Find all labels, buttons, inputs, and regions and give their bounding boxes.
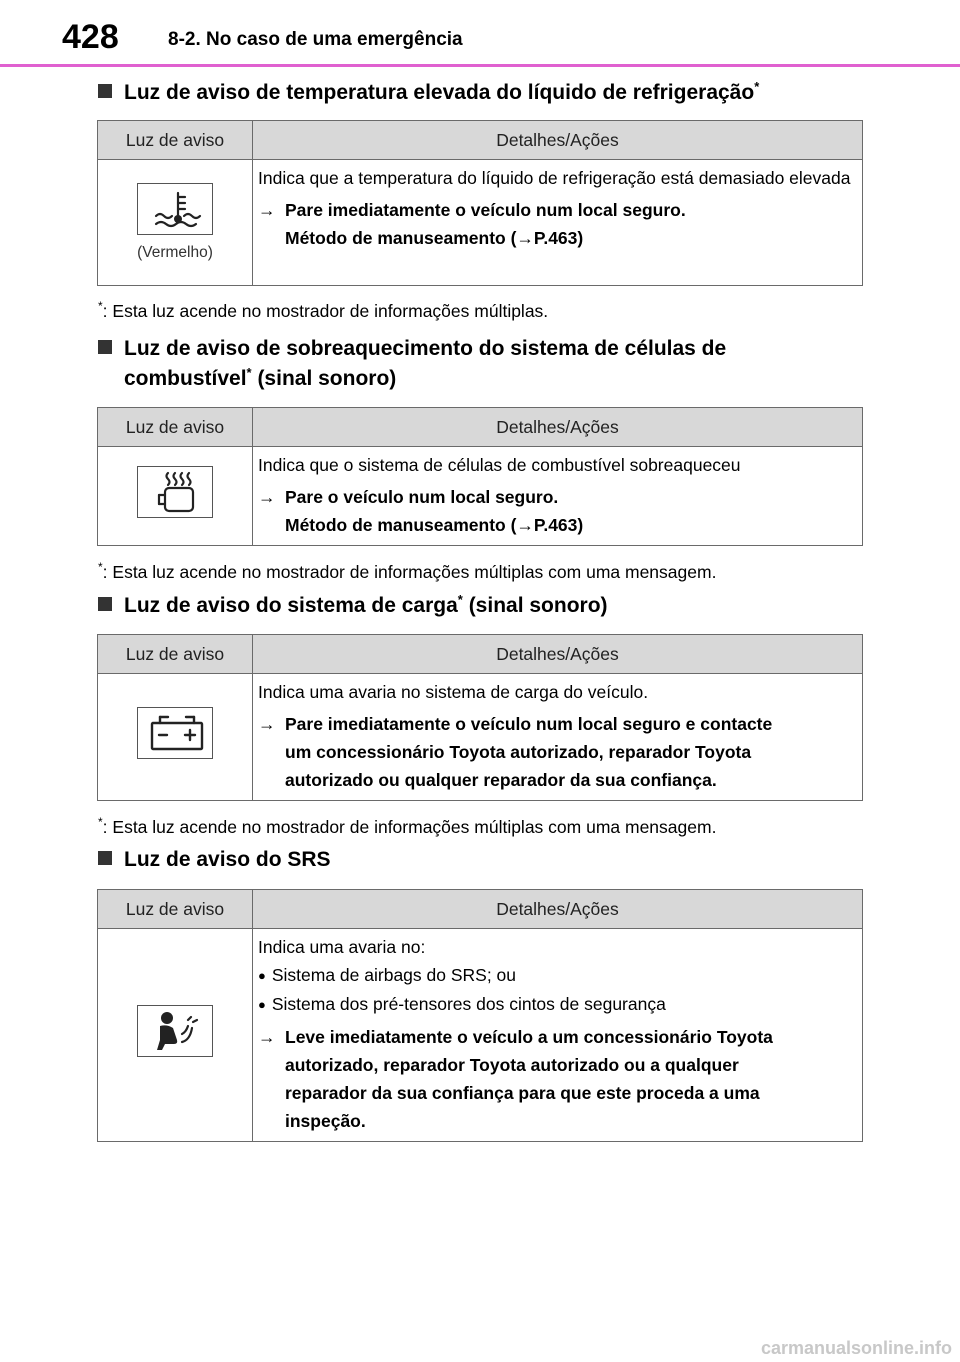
column-header-details: Detalhes/Ações	[253, 890, 863, 929]
action-text: → Pare imediatamente o veículo num local seguro e contacte um concessionário Toyota autorizado, reparador Toyota autorizado ou qualquer reparador da sua confiança.	[258, 714, 773, 790]
description-text: Indica uma avaria no:	[258, 937, 426, 957]
action-text: → Pare o veículo num local seguro. Método de manuseamento (→P.463)	[258, 487, 584, 535]
page-header	[0, 0, 960, 68]
square-bullet-icon	[98, 340, 112, 354]
details-cell	[253, 929, 863, 1142]
column-header-details: Detalhes/Ações	[253, 121, 863, 160]
warning-table-charging	[97, 634, 863, 801]
action-text: → Pare imediatamente o veículo num local seguro. Método de manuseamento (→P.463)	[258, 200, 686, 248]
coolant-temperature-icon	[137, 183, 213, 235]
footnote: *: Esta luz acende no mostrador de informações múltiplas.	[98, 299, 549, 321]
details-cell	[253, 447, 863, 546]
column-header-light: Luz de aviso	[98, 635, 253, 674]
section-heading-fuel-cell: Luz de aviso de sobreaquecimento do sistema de células de combustível* (sinal sonoro)	[98, 334, 726, 394]
details-cell	[253, 674, 863, 801]
warning-table-fuel-cell	[97, 407, 863, 546]
section-heading-charging: Luz de aviso do sistema de carga* (sinal sonoro)	[98, 591, 608, 621]
srs-airbag-icon	[137, 1005, 213, 1057]
warning-table-srs	[97, 889, 863, 1142]
header-rule	[0, 64, 960, 67]
fuel-cell-overheat-icon	[137, 466, 213, 518]
bullet-item: ● Sistema dos pré-tensores dos cintos de segurança	[258, 990, 856, 1019]
warning-table-coolant	[97, 120, 863, 286]
square-bullet-icon	[98, 597, 112, 611]
column-header-light: Luz de aviso	[98, 890, 253, 929]
watermark: carmanualsonline.info	[760, 1338, 952, 1358]
page-number: 428	[62, 18, 119, 56]
column-header-light: Luz de aviso	[98, 121, 253, 160]
battery-charge-icon	[137, 707, 213, 759]
description-text: Indica uma avaria no sistema de carga do veículo.	[258, 682, 649, 702]
column-header-light: Luz de aviso	[98, 408, 253, 447]
details-cell	[253, 160, 863, 286]
section-heading-coolant: Luz de aviso de temperatura elevada do líquido de refrigeração*	[98, 78, 759, 108]
column-header-details: Detalhes/Ações	[253, 635, 863, 674]
description-text: Indica que o sistema de células de combustível sobreaqueceu	[258, 455, 741, 475]
square-bullet-icon	[98, 84, 112, 98]
chapter-title: 8-2. No caso de uma emergência	[168, 29, 463, 50]
footnote: *: Esta luz acende no mostrador de informações múltiplas com uma mensagem.	[98, 815, 717, 837]
square-bullet-icon	[98, 851, 112, 865]
description-text: Indica que a temperatura do líquido de refrigeração está demasiado elevada	[258, 168, 851, 188]
column-header-details: Detalhes/Ações	[253, 408, 863, 447]
section-heading-srs: Luz de aviso do SRS	[98, 845, 331, 875]
footnote: *: Esta luz acende no mostrador de informações múltiplas com uma mensagem.	[98, 560, 717, 582]
action-text: → Leve imediatamente o veículo a um concessionário Toyota autorizado, reparador Toyota autorizado ou a qualquer reparador da sua confiança para que este proceda a uma inspeção.	[258, 1027, 773, 1131]
icon-color-label: (Vermelho)	[137, 243, 213, 261]
bullet-item: ● Sistema de airbags do SRS; ou	[258, 961, 856, 990]
